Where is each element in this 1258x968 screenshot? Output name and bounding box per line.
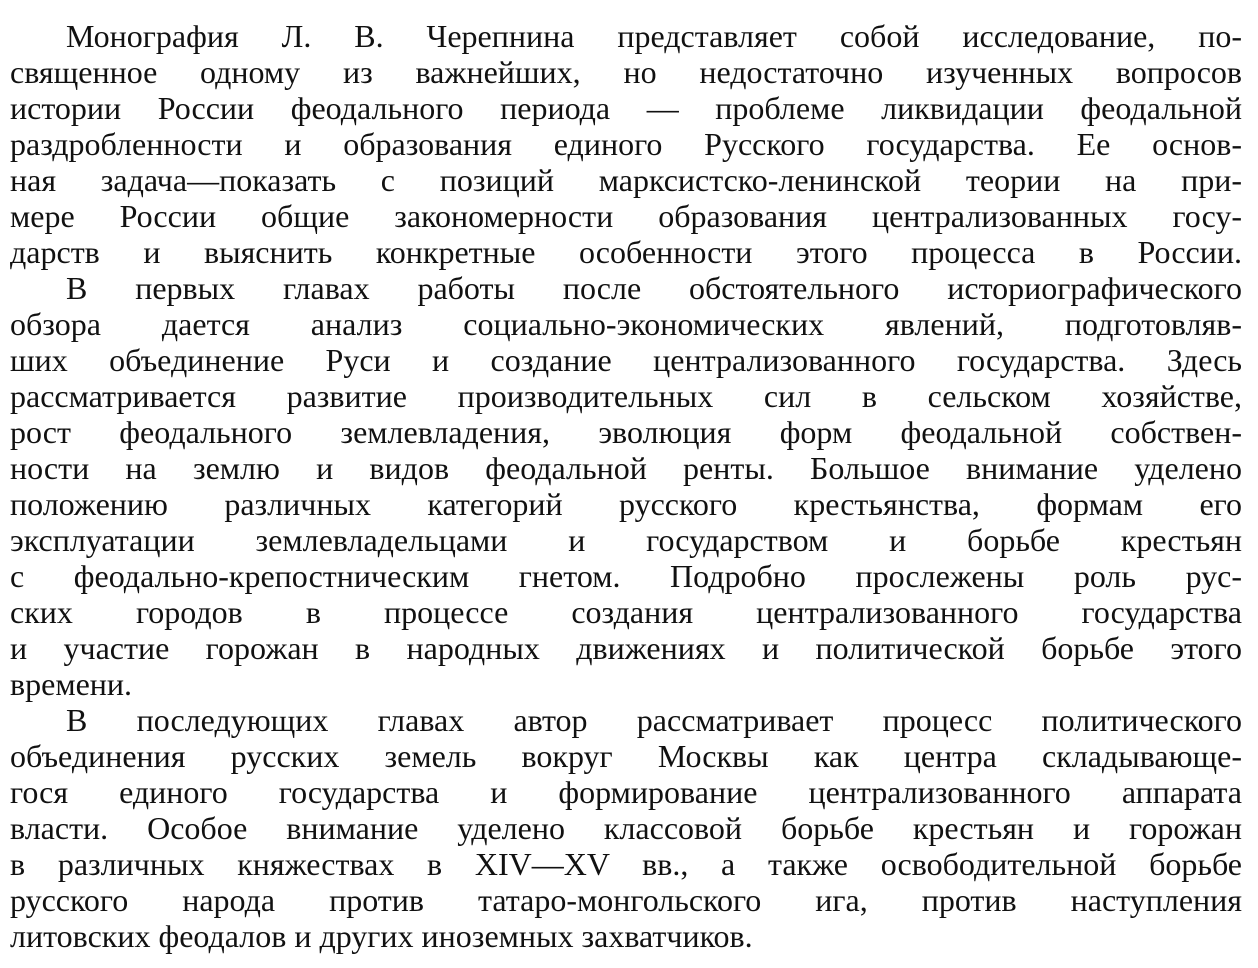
text-line: и участие горожан в народных движениях и политической борьбе этого — [10, 630, 1242, 666]
text-line: В первых главах работы после обстоятельного историографического — [66, 270, 1242, 306]
paragraph-2 — [10, 270, 1242, 702]
text-line: рост феодального землевладения, эволюция форм феодальной собствен- — [10, 414, 1242, 450]
text-line: в различных княжествах в XIV—XV вв., а также освободительной борьбе — [10, 846, 1242, 882]
text-line: В последующих главах автор рассматривает процесс политического — [66, 702, 1242, 738]
text-line: ских городов в процессе создания централизованного государства — [10, 594, 1242, 630]
text-line: дарств и выяснить конкретные особенности этого процесса в России. — [10, 234, 1242, 270]
text-line: истории России феодального периода — проблеме ликвидации феодальной — [10, 90, 1242, 126]
paragraph-3 — [10, 702, 1242, 954]
document-page — [10, 18, 1242, 958]
text-line: обзора дается анализ социально-экономических явлений, подготовляв- — [10, 306, 1242, 342]
text-line: ности на землю и видов феодальной ренты. Большое внимание уделено — [10, 450, 1242, 486]
text-line: с феодально-крепостническим гнетом. Подробно прослежены роль рус- — [10, 558, 1242, 594]
text-line: времени. — [10, 666, 133, 702]
text-line: ная задача—показать с позиций марксистско-ленинской теории на при- — [10, 162, 1242, 198]
text-line: русского народа против татаро-монгольского ига, против наступления — [10, 882, 1242, 918]
text-line: священное одному из важнейших, но недостаточно изученных вопросов — [10, 54, 1242, 90]
text-line: литовских феодалов и других иноземных захватчиков. — [10, 918, 753, 954]
text-line: положению различных категорий русского крестьянства, формам его — [10, 486, 1242, 522]
text-line: Монография Л. В. Черепнина представляет собой исследование, по- — [66, 18, 1242, 54]
text-line: рассматривается развитие производительных сил в сельском хозяйстве, — [10, 378, 1242, 414]
text-line: объединения русских земель вокруг Москвы как центра складывающе- — [10, 738, 1242, 774]
text-line: власти. Особое внимание уделено классовой борьбе крестьян и горожан — [10, 810, 1242, 846]
text-line: раздробленности и образования единого Русского государства. Ее основ- — [10, 126, 1242, 162]
text-line: эксплуатации землевладельцами и государством и борьбе крестьян — [10, 522, 1242, 558]
text-line: гося единого государства и формирование централизованного аппарата — [10, 774, 1242, 810]
text-line: ших объединение Руси и создание централизованного государства. Здесь — [10, 342, 1242, 378]
text-line: мере России общие закономерности образования централизованных госу- — [10, 198, 1242, 234]
paragraph-1 — [10, 18, 1242, 270]
